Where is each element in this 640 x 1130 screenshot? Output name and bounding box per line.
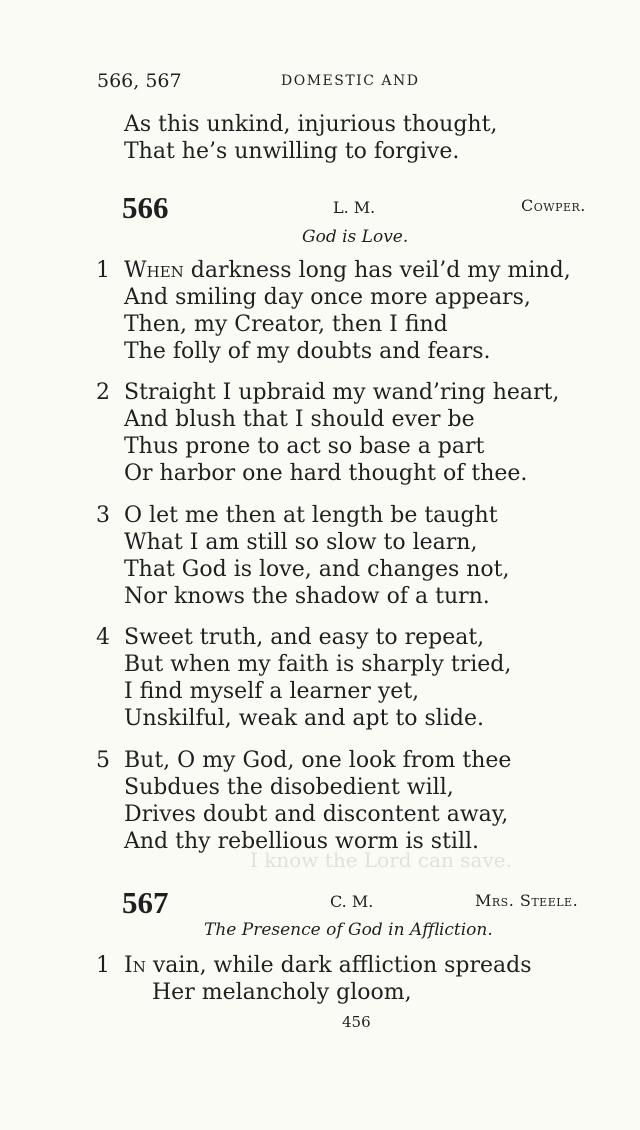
hymn-subtitle: God is Love.	[302, 227, 409, 247]
stanza-number: 4	[96, 625, 110, 650]
hymn-meter: L. M.	[333, 198, 376, 217]
verse-line: Subdues the disobedient will,	[124, 775, 454, 800]
continuation-line: That he’s unwilling to forgive.	[124, 139, 460, 164]
stanza-number: 2	[96, 380, 110, 405]
hymn-meter: C. M.	[330, 892, 374, 911]
verse-line: Thus prone to act so base a part	[124, 434, 485, 459]
hymn-number: 567	[122, 885, 169, 920]
stanza-number: 1	[96, 953, 110, 978]
verse-line: But when my faith is sharply tried,	[124, 652, 512, 677]
verse-line: And thy rebellious worm is still.	[124, 829, 480, 854]
verse-line	[124, 953, 532, 978]
first-word: In	[124, 953, 146, 978]
stanza-number: 3	[96, 503, 110, 528]
page-number: 456	[342, 1013, 371, 1031]
bleed-through-text: I know the Lord can save.	[250, 848, 512, 872]
verse-line: Or harbor one hard thought of thee.	[124, 461, 528, 486]
verse-line: That God is love, and changes not,	[124, 557, 510, 582]
header-section-title: DOMESTIC AND	[281, 73, 420, 89]
stanza-number: 1	[96, 258, 110, 283]
verse-line: Unskilful, weak and apt to slide.	[124, 706, 484, 731]
hymn-author: Mrs. Steele.	[475, 891, 579, 910]
verse-line: What I am still so slow to learn,	[124, 530, 478, 555]
hymn-author: Cowper.	[521, 196, 586, 215]
first-line-rest: darkness long has veil’d my mind,	[183, 258, 571, 283]
verse-line: Drives doubt and discontent away,	[124, 802, 509, 827]
verse-line: But, O my God, one look from thee	[124, 748, 512, 773]
verse-line: O let me then at length be taught	[124, 503, 498, 528]
verse-line: Straight I upbraid my wand’ring heart,	[124, 380, 560, 405]
header-page-range: 566, 567	[97, 70, 182, 92]
verse-line: And blush that I should ever be	[124, 407, 475, 432]
verse-line: Her melancholy gloom,	[152, 980, 412, 1005]
verse-line	[124, 258, 571, 283]
verse-line: The folly of my doubts and fears.	[124, 339, 491, 364]
hymn-subtitle: The Presence of God in Affliction.	[204, 920, 493, 940]
first-line-rest: vain, while dark affliction spreads	[145, 953, 532, 978]
verse-line: Nor knows the shadow of a turn.	[124, 584, 490, 609]
verse-line: Then, my Creator, then I find	[124, 312, 448, 337]
verse-line: I find myself a learner yet,	[124, 679, 420, 704]
verse-line: Sweet truth, and easy to repeat,	[124, 625, 485, 650]
hymn-number: 566	[122, 190, 169, 225]
running-header	[97, 70, 517, 94]
verse-line: And smiling day once more appears,	[124, 285, 531, 310]
stanza-number: 5	[96, 748, 110, 773]
continuation-line: As this unkind, injurious thought,	[124, 112, 498, 137]
first-word: When	[124, 258, 184, 283]
